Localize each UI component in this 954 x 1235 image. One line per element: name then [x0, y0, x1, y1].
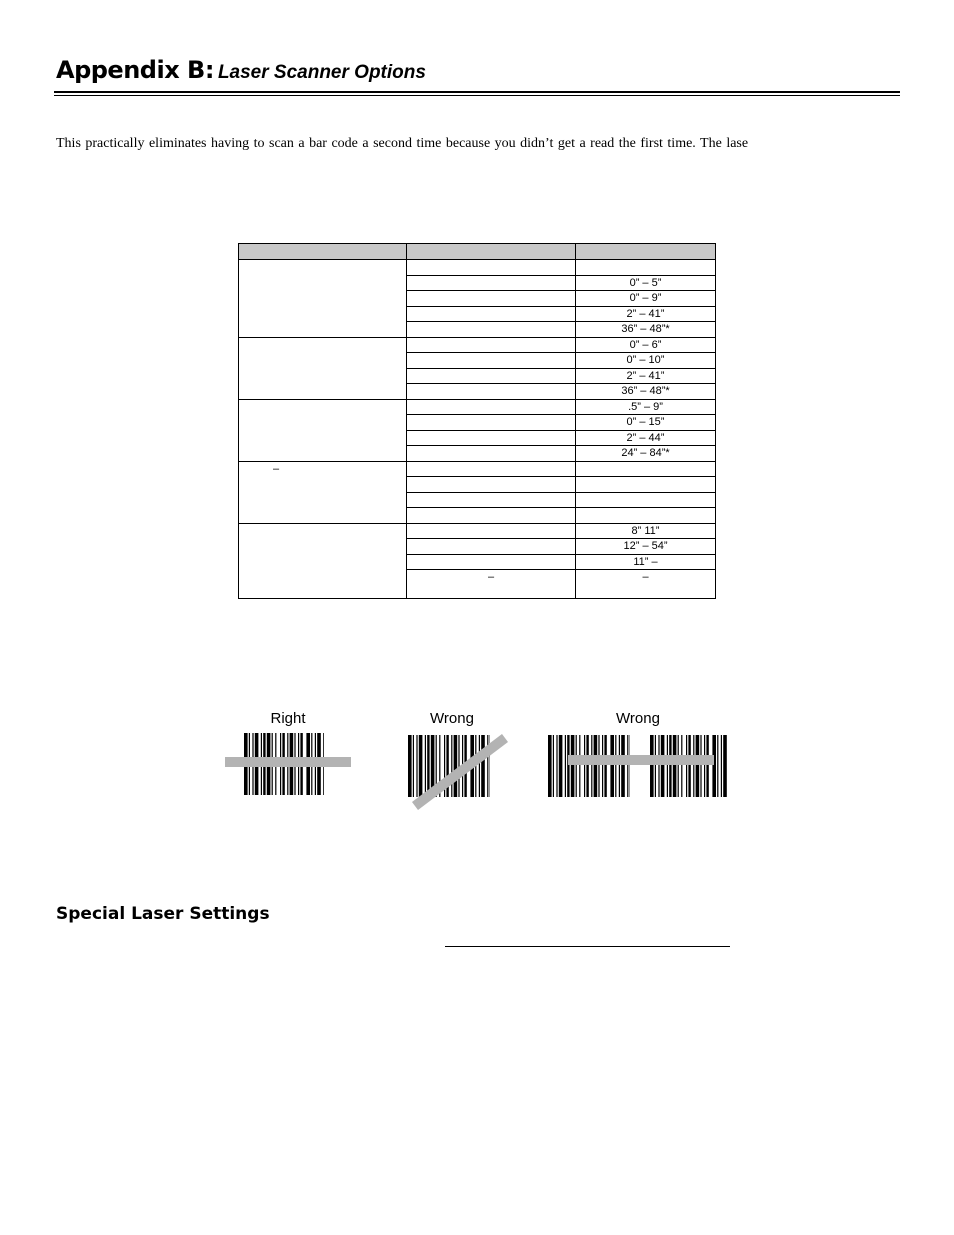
table-header-cell [407, 244, 576, 260]
barcode-bar [661, 735, 665, 797]
group-label [239, 260, 407, 338]
barcode-bar [667, 735, 668, 797]
table-row [239, 461, 716, 477]
barcode-bar [604, 735, 606, 797]
barcode-bar [594, 735, 598, 797]
table-header-cell [576, 244, 716, 260]
barcode-bar [556, 735, 557, 797]
barcode-bar [458, 735, 459, 797]
barcode-bar [591, 735, 592, 797]
barcode-bar [584, 735, 585, 797]
barcode-bar [559, 735, 563, 797]
table-cell [407, 415, 576, 431]
table-cell: 11” – [576, 554, 716, 570]
table-cell [407, 523, 576, 539]
table-cell [407, 492, 576, 508]
table-cell [407, 461, 576, 477]
table-cell [576, 492, 716, 508]
barcode-bar [576, 735, 577, 797]
barcode-bar [621, 735, 625, 797]
table-row [239, 399, 716, 415]
laser-line-straight [225, 757, 351, 767]
special-settings-heading: Special Laser Settings [56, 904, 270, 924]
link-underline[interactable] [445, 946, 730, 947]
barcode-bar [627, 735, 628, 797]
title-rule-thick [54, 91, 900, 93]
table-cell [407, 446, 576, 462]
table-row [239, 260, 716, 276]
barcode-bar [686, 735, 687, 797]
barcode-bar [688, 735, 690, 797]
barcode-bar [610, 735, 614, 797]
group-label: – [239, 461, 407, 523]
barcode-bar [615, 735, 616, 797]
barcode-bar [669, 735, 671, 797]
table-cell: 0” – 6” [576, 337, 716, 353]
group-label [239, 337, 407, 399]
barcode-wrong-angled [408, 735, 490, 797]
table-cell [407, 554, 576, 570]
barcode-bar [658, 735, 659, 797]
barcode-bar [408, 735, 412, 797]
scan-range-table [238, 243, 716, 599]
barcode-bar [696, 735, 700, 797]
barcode-bar [655, 735, 656, 797]
table-cell: 8” 11” [576, 523, 716, 539]
barcode-bar [602, 735, 603, 797]
barcode-bar [678, 735, 679, 797]
figure-label-wrong-2: Wrong [616, 710, 660, 727]
table-cell: 36” – 48”* [576, 384, 716, 400]
barcode-bar [419, 735, 423, 797]
barcode-bar [413, 735, 414, 797]
barcode-bar [704, 735, 705, 797]
table-cell [576, 508, 716, 524]
table-cell [407, 337, 576, 353]
table-header-row [239, 244, 716, 260]
barcode-bar [712, 735, 716, 797]
barcode-wrong-partial-left [548, 735, 630, 797]
table-cell: 0” – 15” [576, 415, 716, 431]
barcode-bar [579, 735, 580, 797]
table-cell: 2” – 41” [576, 368, 716, 384]
barcode-bar [721, 735, 722, 797]
barcode-bar [598, 735, 599, 797]
table-cell [576, 461, 716, 477]
table-header-cell [239, 244, 407, 260]
barcode-bar [416, 735, 417, 797]
table-cell [576, 260, 716, 276]
table-cell [407, 430, 576, 446]
barcode-bar [487, 735, 488, 797]
table-cell: 2” – 41” [576, 306, 716, 322]
barcode-bar [548, 735, 552, 797]
table-cell [407, 260, 576, 276]
barcode-bar [706, 735, 708, 797]
page-title [56, 56, 426, 92]
barcode-scan-figure [220, 706, 740, 816]
barcode-bar [481, 735, 485, 797]
table-cell [407, 508, 576, 524]
barcode-bar [619, 735, 620, 797]
table-cell [407, 477, 576, 493]
appendix-subtitle: Laser Scanner Options [217, 62, 426, 83]
barcode-bar [717, 735, 718, 797]
table-cell [407, 275, 576, 291]
group-label [239, 523, 407, 599]
barcode-bar [425, 735, 426, 797]
barcode-bar [567, 735, 569, 797]
table-row [239, 337, 716, 353]
table-cell: – [576, 570, 716, 599]
appendix-label: Appendix B: [56, 56, 214, 84]
table-cell: 12” – 54” [576, 539, 716, 555]
table-cell: – [407, 570, 576, 599]
intro-paragraph: This practically eliminates having to scan a bar code a second time because you didn’t get a read the first time. The lase [56, 136, 749, 151]
barcode-bar [479, 735, 480, 797]
title-rule-thin [54, 95, 900, 96]
table-cell: 0” – 5” [576, 275, 716, 291]
barcode-bar [700, 735, 701, 797]
table-row [239, 523, 716, 539]
table-cell [407, 353, 576, 369]
barcode-bar [427, 735, 429, 797]
barcode-wrong-partial-right [650, 735, 727, 797]
barcode-bar [454, 735, 458, 797]
barcode-bar [565, 735, 566, 797]
table-cell: 24” – 84”* [576, 446, 716, 462]
table-cell: 2” – 44” [576, 430, 716, 446]
table-cell [576, 477, 716, 493]
barcode-bar [681, 735, 682, 797]
table-cell: 36” – 48”* [576, 322, 716, 338]
figure-label-right: Right [270, 710, 306, 727]
table-cell [407, 399, 576, 415]
barcode-bar [553, 735, 554, 797]
table-cell: 0” – 9” [576, 291, 716, 307]
table-cell: .5” – 9” [576, 399, 716, 415]
barcode-bar [693, 735, 694, 797]
barcode-bar [723, 735, 727, 797]
barcode-bar [571, 735, 575, 797]
laser-line-partial [568, 755, 714, 765]
barcode-bar [451, 735, 452, 797]
group-label [239, 399, 407, 461]
figure-label-wrong-1: Wrong [430, 710, 474, 727]
barcode-bar [650, 735, 654, 797]
table-cell [407, 322, 576, 338]
table-cell [407, 539, 576, 555]
table-cell [407, 368, 576, 384]
barcode-bar [673, 735, 677, 797]
table-cell [407, 384, 576, 400]
table-cell: 0” – 10” [576, 353, 716, 369]
barcode-bar [586, 735, 588, 797]
table-cell [407, 291, 576, 307]
table-cell [407, 306, 576, 322]
